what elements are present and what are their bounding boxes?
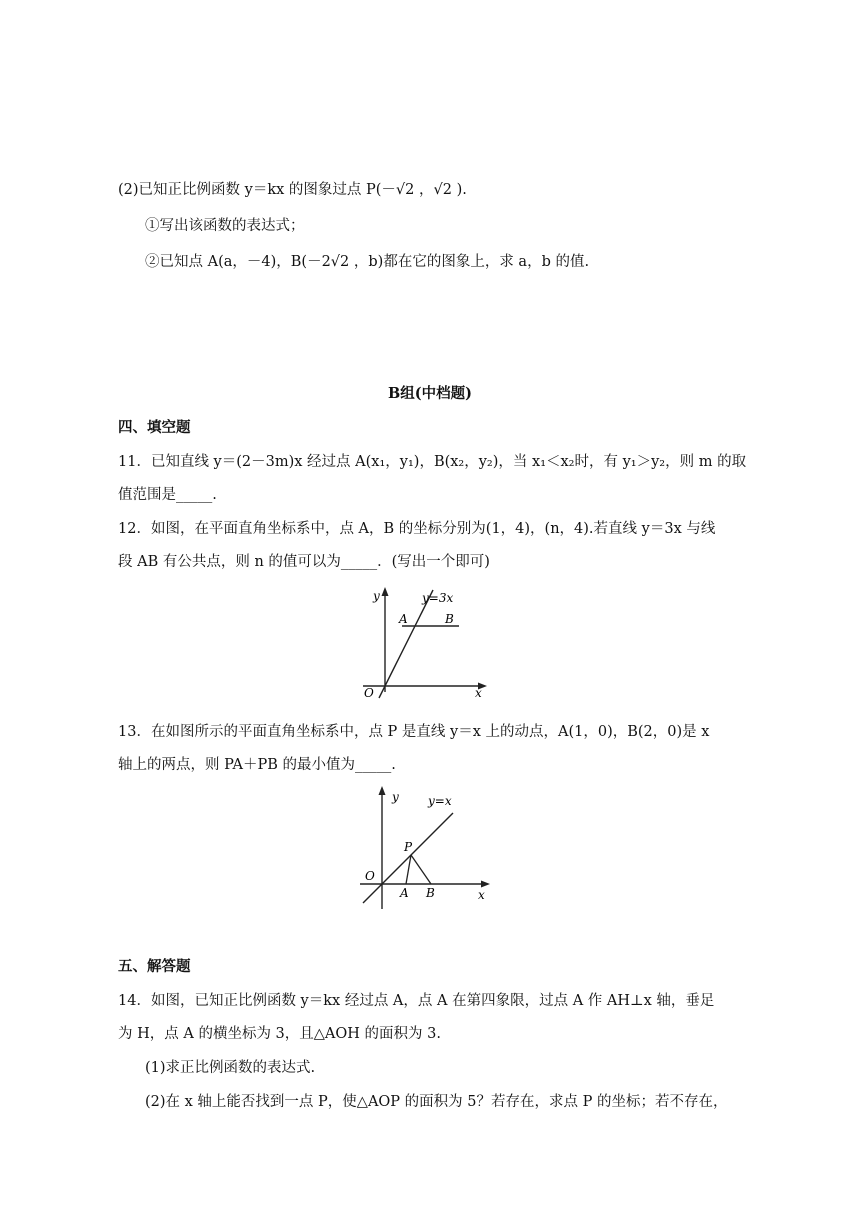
fig12-point-a-label: A bbox=[399, 612, 408, 626]
section-4-heading: 四、填空题 bbox=[118, 419, 191, 436]
problem-14-line-2: 为 H，点 A 的横坐标为 3，且△AOH 的面积为 3. bbox=[118, 1026, 441, 1042]
fig12-point-b-label: B bbox=[445, 612, 454, 626]
problem-13-line-1: 13．在如图所示的平面直角坐标系中，点 P 是直线 y＝x 上的动点，A(1，0)，B(2，0)是 x bbox=[118, 724, 710, 740]
fig13-line-label: y=x bbox=[428, 794, 452, 808]
fig13-x-arrow bbox=[481, 881, 490, 888]
problem-12-line-1: 12．如图，在平面直角坐标系中，点 A，B 的坐标分别为(1，4)，(n，4).若直线 y＝3x 与线 bbox=[118, 521, 716, 537]
fig13-x-label: x bbox=[478, 888, 485, 902]
fig13-segment-pb bbox=[411, 855, 431, 884]
fig12-line-label: y=3x bbox=[422, 591, 454, 605]
group-b-title: B组(中档题) bbox=[388, 385, 472, 402]
problem-11-line-1: 11．已知直线 y＝(2－3m)x 经过点 A(x₁，y₁)，B(x₂，y₂)，当 x₁＜x₂时，有 y₁＞y₂，则 m 的取 bbox=[118, 454, 747, 470]
fig12-line-y3x bbox=[379, 590, 433, 698]
fig13-point-a-label: A bbox=[400, 886, 409, 900]
section-5-heading: 五、解答题 bbox=[118, 958, 191, 975]
fig13-y-label: y bbox=[392, 790, 399, 804]
fig12-y-arrow bbox=[382, 587, 389, 596]
fig13-y-arrow bbox=[379, 786, 386, 795]
fig12-y-label: y bbox=[373, 589, 380, 603]
fig13-point-p-label: P bbox=[404, 840, 413, 854]
figure-13 bbox=[356, 783, 496, 913]
figure-12 bbox=[355, 584, 495, 700]
part2-question-1: ①写出该函数的表达式； bbox=[145, 218, 305, 234]
problem-14-question-1: (1)求正比例函数的表达式. bbox=[145, 1060, 316, 1076]
part2-intro: (2)已知正比例函数 y＝kx 的图象过点 P(－√2 ，√2 ). bbox=[118, 182, 467, 198]
problem-11-line-2: 值范围是_____. bbox=[118, 487, 217, 503]
fig12-x-label: x bbox=[475, 686, 482, 700]
fig13-origin-label: O bbox=[365, 869, 375, 883]
fig13-point-b-label: B bbox=[426, 886, 435, 900]
fig12-origin-label: O bbox=[364, 686, 374, 700]
part2-question-2: ②已知点 A(a，－4)，B(－2√2 ，b)都在它的图象上，求 a，b 的值. bbox=[145, 254, 590, 270]
problem-12-line-2: 段 AB 有公共点，则 n 的值可以为_____．(写出一个即可) bbox=[118, 554, 490, 570]
problem-13-line-2: 轴上的两点，则 PA＋PB 的最小值为_____. bbox=[118, 757, 396, 773]
problem-14-question-2: (2)在 x 轴上能否找到一点 P，使△AOP 的面积为 5？若存在，求点 P 的坐标；若不存在， bbox=[145, 1094, 728, 1110]
problem-14-line-1: 14．如图，已知正比例函数 y＝kx 经过点 A，点 A 在第四象限，过点 A 作 AH⊥x 轴，垂足 bbox=[118, 993, 715, 1009]
